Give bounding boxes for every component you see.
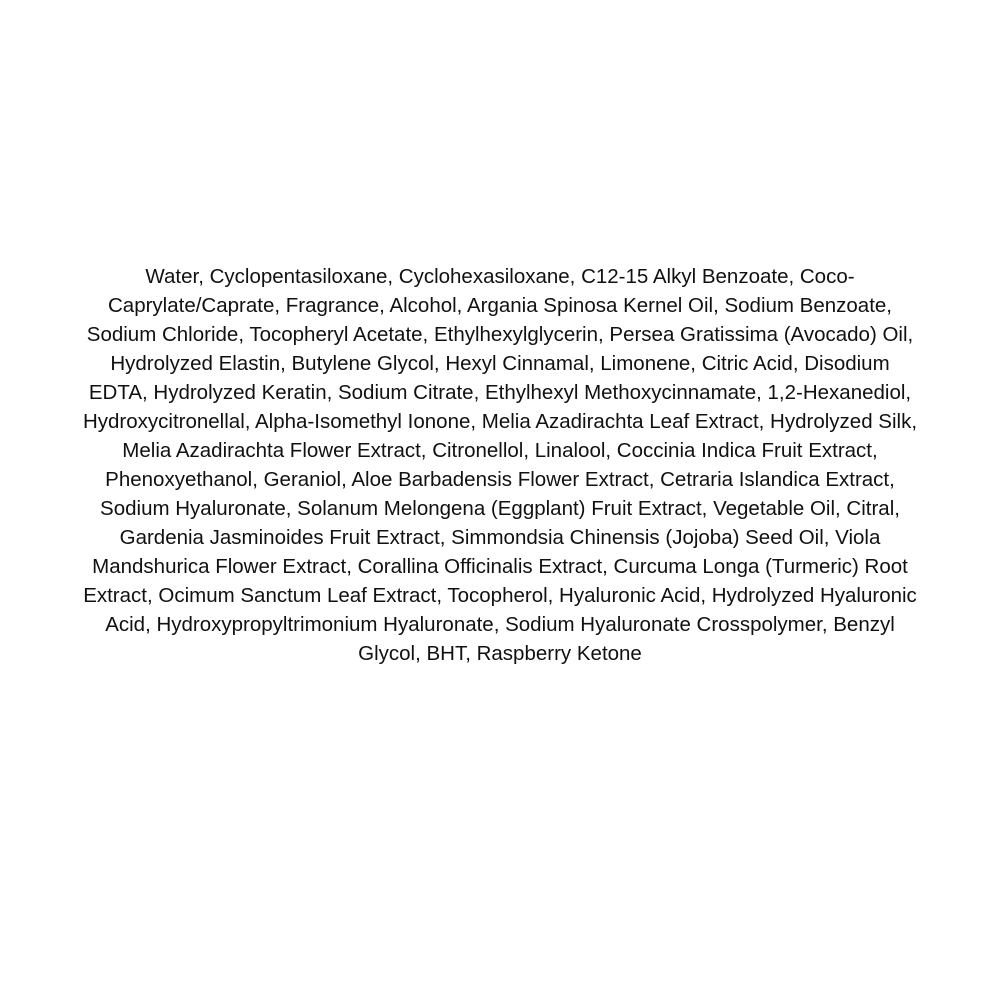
ingredients-list: Water, Cyclopentasiloxane, Cyclohexasiloxane, C12-15 Alkyl Benzoate, Coco-Caprylate/Caprate, Fragrance, Alcohol, Argania Spinosa Kernel Oil, Sodium Benzoate, Sodium Chloride, Tocopheryl Acetate, Ethylhexylglycerin, Persea Gratissima (Avocado) Oil, Hydrolyzed Elastin, Butylene Glycol, Hexyl Cinnamal, Limonene, Citric Acid, Disodium EDTA, Hydrolyzed Keratin, Sodium Citrate, Ethylhexyl Methoxycinnamate, 1,2-Hexanediol, Hydroxycitronellal, Alpha-Isomethyl Ionone, Melia Azadirachta Leaf Extract, Hydrolyzed Silk, Melia Azadirachta Flower Extract, Citronellol, Linalool, Coccinia Indica Fruit Extract, Phenoxyethanol, Geraniol, Aloe Barbadensis Flower Extract, Cetraria Islandica Extract, Sodium Hyaluronate, Solanum Melongena (Eggplant) Fruit Extract, Vegetable Oil, Citral, Gardenia Jasminoides Fruit Extract, Simmondsia Chinensis (Jojoba) Seed Oil, Viola Mandshurica Flower Extract, Corallina Officinalis Extract, Curcuma Longa (Turmeric) Root Extract, Ocimum Sanctum Leaf Extract, Tocopherol, Hyaluronic Acid, Hydrolyzed Hyaluronic Acid, Hydroxypropyltrimonium Hyaluronate, Sodium Hyaluronate Crosspolymer, Benzyl Glycol, BHT, Raspberry Ketone xyxy=(82,265,918,665)
ingredients-block xyxy=(80,262,920,668)
